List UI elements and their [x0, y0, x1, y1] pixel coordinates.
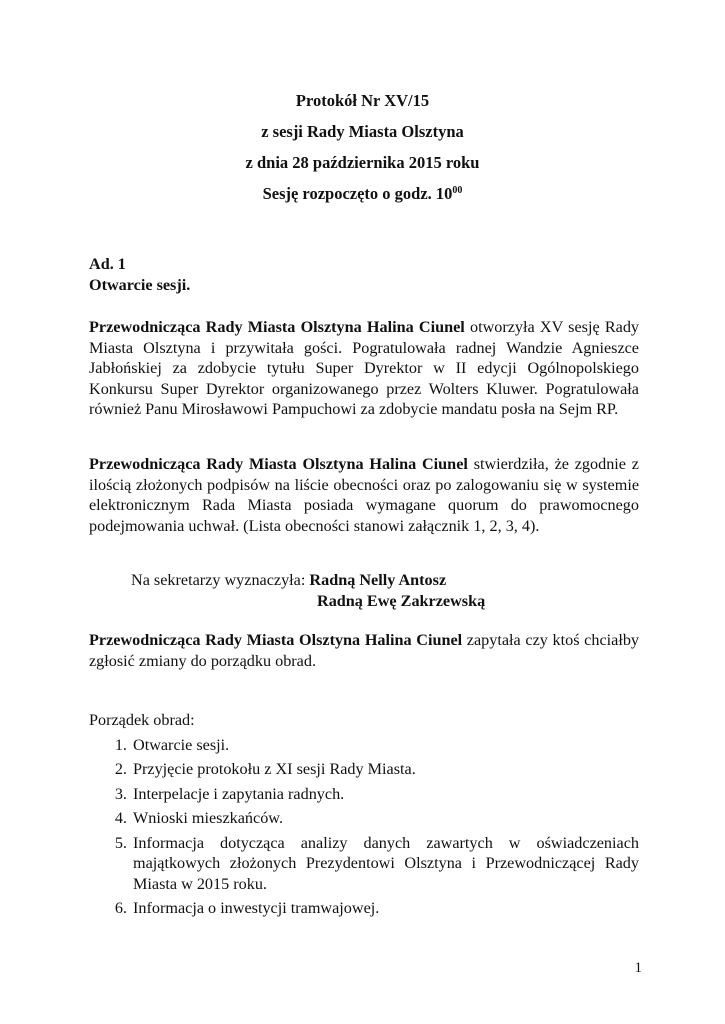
agenda-block — [89, 710, 639, 923]
paragraph-agenda-question — [89, 630, 639, 671]
secretaries-block — [131, 570, 551, 611]
speaker-name: Przewodnicząca Rady Miasta Olsztyna Halina Ciunel — [89, 631, 463, 649]
agenda-title: Porządek obrad: — [89, 711, 195, 729]
page-number: 1 — [634, 960, 642, 976]
secretary-name: Radną Ewę Zakrzewską — [317, 591, 486, 610]
protocol-header — [0, 85, 725, 209]
secretary-name: Radną Nelly Antosz — [309, 571, 447, 589]
section-number: Ad. 1 — [89, 255, 126, 273]
agenda-item: 5. Informacja dotycząca analizy danych zawartych w oświadczeniach majątkowych złożonych Prezydentowi Olsztyna i Przewodniczącej Rady Miasta w 2015 roku. — [131, 833, 639, 895]
session-start-minutes: 00 — [452, 185, 463, 196]
paragraph-text: stwierdziła, że zgodnie z ilością złożonych podpisów na liście obecności oraz po zalogowaniu się w systemie elektronicznym Rada Miasta posiada wymagane quorum do prawomocnego podejmowania uchwał. (Lista obecności stanowi załącznik 1, 2, 3, 4). — [89, 455, 639, 535]
agenda-list — [89, 735, 639, 919]
paragraph-text: zapytała czy ktoś chciałby zgłosić zmiany do porządku obrad. — [89, 631, 640, 670]
agenda-item: 6. Informacja o inwestycji tramwajowej. — [131, 898, 639, 919]
paragraph-opening — [89, 317, 639, 420]
session-start-text: Sesję rozpoczęto o godz. 10 — [262, 184, 453, 203]
session-date: z dnia 28 października 2015 roku — [245, 153, 480, 172]
agenda-item: 2. Przyjęcie protokołu z XI sesji Rady Miasta. — [131, 759, 639, 780]
speaker-name: Przewodnicząca Rady Miasta Olsztyna Halina Ciunel — [89, 455, 468, 473]
secretaries-line-1 — [131, 570, 551, 591]
protocol-number: Protokół Nr XV/15 — [295, 91, 430, 110]
secretaries-intro: Na sekretarzy wyznaczyła: — [131, 571, 310, 589]
paragraph-quorum — [89, 454, 639, 536]
session-name: z sesji Rady Miasta Olsztyna — [261, 122, 464, 141]
section-title: Otwarcie sesji. — [89, 275, 191, 294]
agenda-item: 3. Interpelacje i zapytania radnych. — [131, 784, 639, 805]
speaker-name: Przewodnicząca Rady Miasta Olsztyna Halina Ciunel — [89, 318, 465, 336]
section-heading — [89, 254, 639, 295]
session-start — [0, 178, 725, 209]
agenda-item: 1. Otwarcie sesji. — [131, 735, 639, 756]
agenda-item: 4. Wnioski mieszkańców. — [131, 808, 639, 829]
paragraph-text: otworzyła XV sesję Rady Miasta Olsztyna i przywitała gości. Pogratulowała radnej Wandzie Agnieszce Jabłońskiej za zdobycie tytułu Super Dyrektor w II edycji Ogólnopolskiego Konkursu Super Dyrektor organizowanego przez Wolters Kluwer. Pogratulowała również Panu Mirosławowi Pampuchowi za zdobycie mandatu posła na Sejm RP. — [89, 318, 640, 418]
